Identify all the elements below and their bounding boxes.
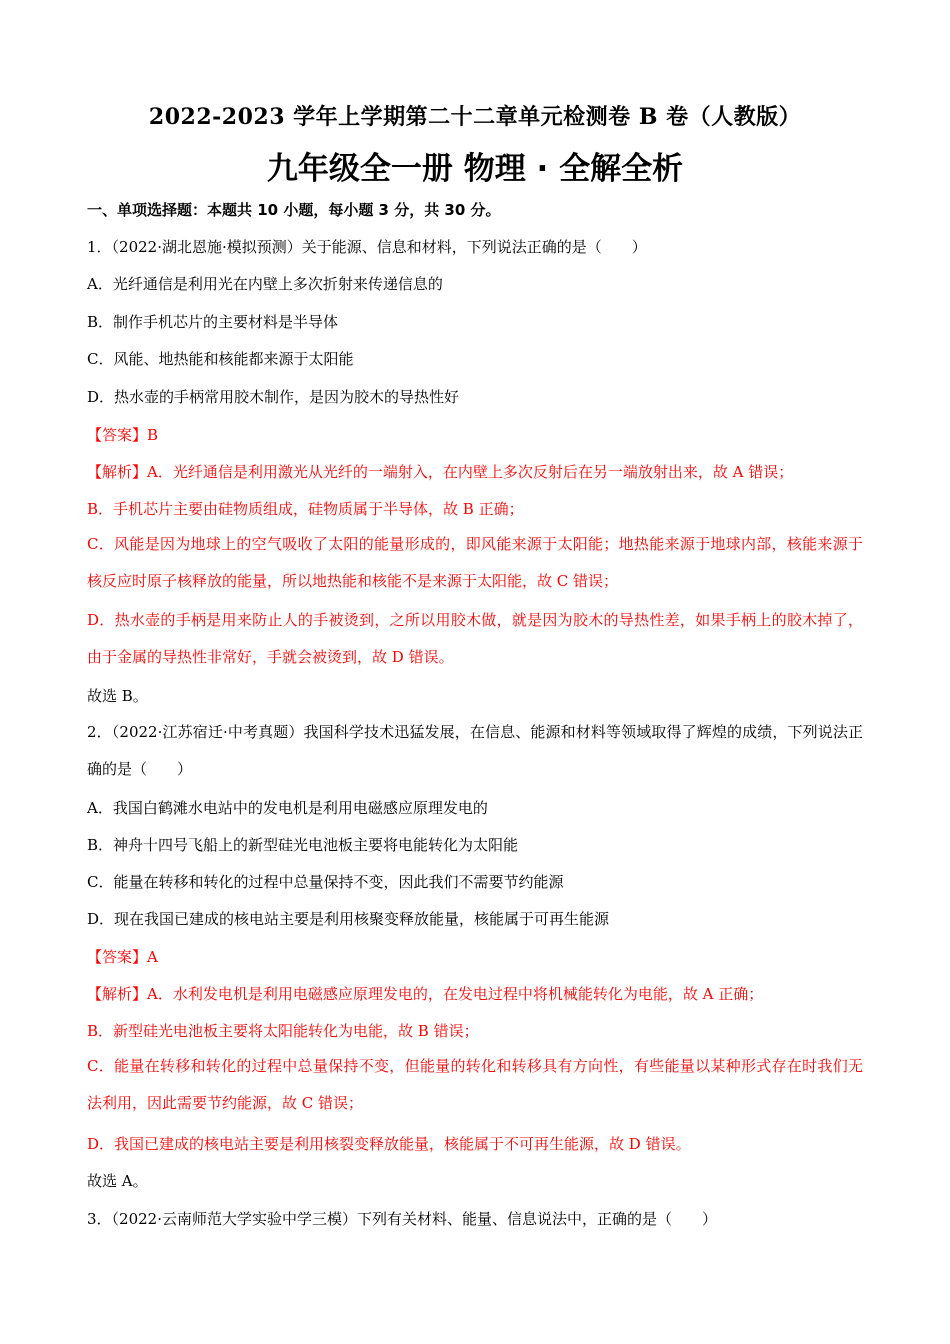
q2-answer: 【答案】A [87, 948, 158, 966]
q2-option-d: D．现在我国已建成的核电站主要是利用核聚变释放能量，核能属于可再生能源 [87, 910, 610, 928]
q1-option-b: B．制作手机芯片的主要材料是半导体 [87, 313, 339, 331]
q2-stem: 2．（2022·江苏宿迁·中考真题）我国科学技术迅猛发展，在信息、能源和材料等领域取得了辉煌的成绩，下列说法正确的是（ ） [87, 723, 863, 778]
q1-explanation-a: 【解析】A．光纤通信是利用激光从光纤的一端射入，在内壁上多次反射后在另一端放射出来，故 A 错误； [87, 463, 794, 481]
exam-title: 2022-2023 学年上学期第二十二章单元检测卷 B 卷（人教版） [148, 104, 802, 130]
q2-explanation-c: C．能量在转移和转化的过程中总量保持不变，但能量的转化和转移具有方向性，有些能量以某种形式存在时我们无法利用，因此需要节约能源，故 C 错误； [87, 1057, 863, 1112]
q1-explanation-c: C．风能是因为地球上的空气吸收了太阳的能量形成的，即风能来源于太阳能；地热能来源于地球内部，核能来源于核反应时原子核释放的能量，所以地热能和核能不是来源于太阳能，故 C 错误； [87, 535, 863, 590]
q2-explanation-d: D．我国已建成的核电站主要是利用核裂变释放能量，核能属于不可再生能源，故 D 错误。 [87, 1135, 691, 1153]
q1-option-a: A．光纤通信是利用光在内壁上多次折射来传递信息的 [87, 275, 443, 293]
q2-explanation-b: B．新型硅光电池板主要将太阳能转化为电能，故 B 错误； [87, 1022, 479, 1040]
q1-option-d: D．热水壶的手柄常用胶木制作，是因为胶木的导热性好 [87, 388, 460, 406]
q2-option-c: C．能量在转移和转化的过程中总量保持不变，因此我们不需要节约能源 [87, 873, 564, 891]
q3-stem: 3．（2022·云南师范大学实验中学三模）下列有关材料、能量、信息说法中，正确的是（ ） [87, 1210, 717, 1228]
q1-explanation-d: D．热水壶的手柄是用来防止人的手被烫到，之所以用胶木做，就是因为胶木的导热性差，如果手柄上的胶木掉了，由于金属的导热性非常好，手就会被烫到，故 D 错误。 [87, 611, 863, 666]
q2-option-a: A．我国白鹤滩水电站中的发电机是利用电磁感应原理发电的 [87, 799, 488, 817]
section-heading: 一、单项选择题：本题共 10 小题，每小题 3 分，共 30 分。 [87, 201, 501, 219]
q1-answer: 【答案】B [87, 426, 159, 444]
q1-option-c: C．风能、地热能和核能都来源于太阳能 [87, 350, 354, 368]
q1-explanation-b: B．手机芯片主要由硅物质组成，硅物质属于半导体，故 B 正确； [87, 500, 524, 518]
q1-conclusion: 故选 B。 [87, 687, 148, 705]
q2-explanation-a: 【解析】A．水利发电机是利用电磁感应原理发电的，在发电过程中将机械能转化为电能，故 A 正确； [87, 985, 764, 1003]
q1-stem: 1．（2022·湖北恩施·模拟预测）关于能源、信息和材料，下列说法正确的是（ ） [87, 238, 647, 256]
q2-conclusion: 故选 A。 [87, 1172, 148, 1190]
exam-subtitle: 九年级全一册 物理 · 全解全析 [266, 151, 684, 187]
q2-option-b: B．神舟十四号飞船上的新型硅光电池板主要将电能转化为太阳能 [87, 836, 519, 854]
